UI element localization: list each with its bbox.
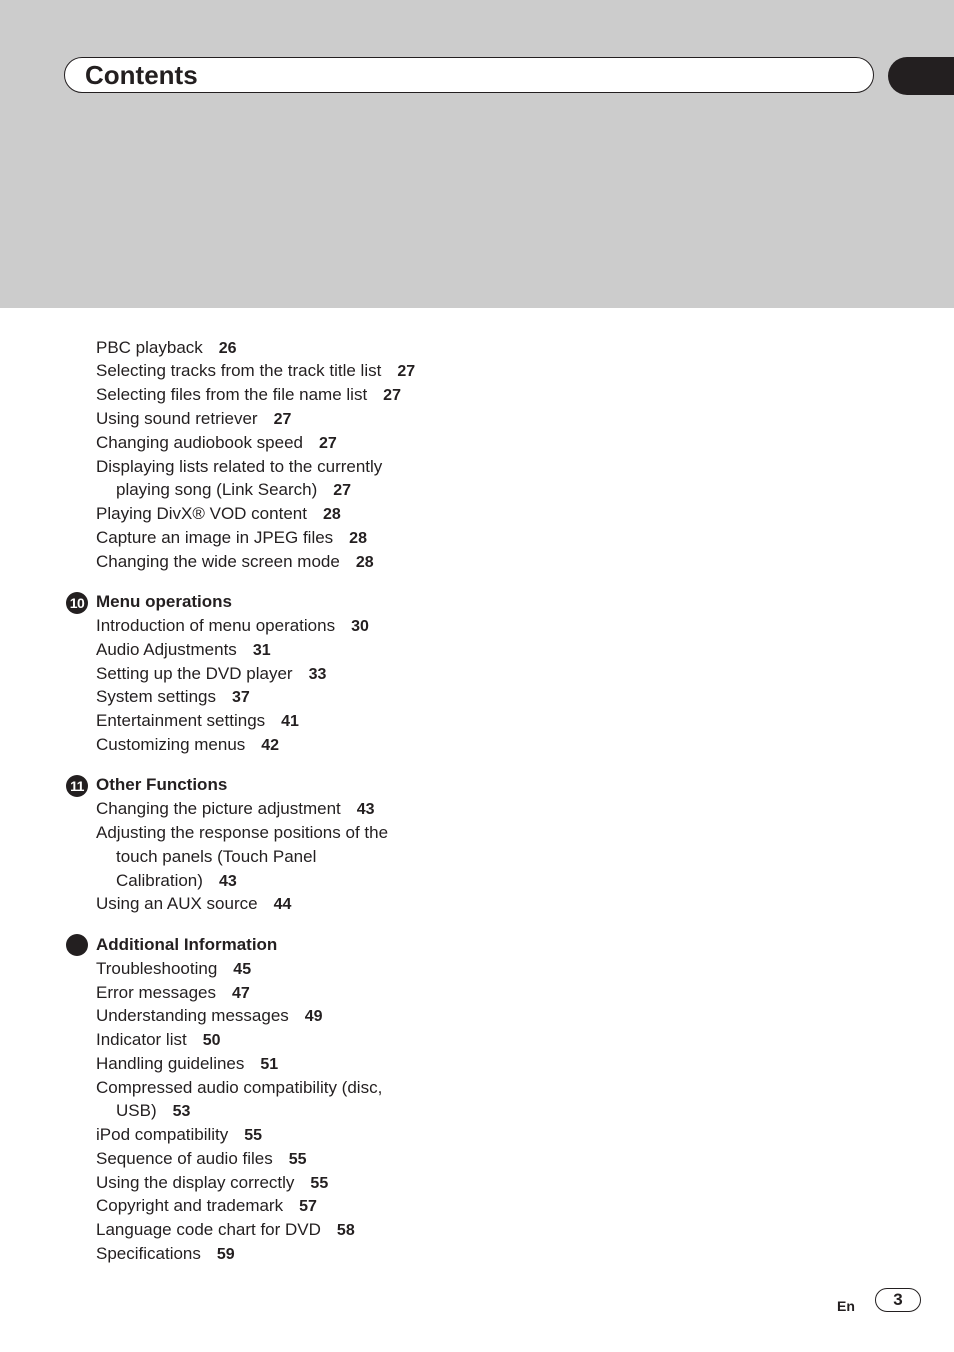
toc-entry-title: Using the display correctly	[96, 1173, 295, 1192]
toc-entry-page: 47	[231, 985, 250, 1002]
toc-entry-title: PBC playback	[96, 338, 203, 357]
toc-entry-title: Changing the picture adjustment	[96, 799, 341, 818]
toc-entry[interactable]	[96, 1148, 307, 1171]
toc-entry[interactable]	[96, 551, 374, 574]
toc-entry-page: 58	[336, 1222, 355, 1239]
toc-entry-title: Playing DivX® VOD content	[96, 504, 307, 523]
toc-entry-page: 55	[244, 1127, 263, 1144]
toc-entry-title: Setting up the DVD player	[96, 664, 293, 683]
toc-entry[interactable]	[96, 360, 415, 383]
toc-entry-page: 31	[252, 642, 271, 659]
toc-entry[interactable]	[96, 432, 337, 455]
toc-entry[interactable]	[96, 1124, 262, 1147]
toc-entry[interactable]	[116, 479, 351, 502]
toc-entry-page: 43	[218, 873, 237, 890]
toc-entry-page: 53	[172, 1103, 191, 1120]
toc-entry-title: USB)	[116, 1101, 157, 1120]
toc-entry-page: 41	[281, 713, 299, 730]
toc-entry[interactable]	[96, 337, 237, 360]
toc-entry-title: Calibration)	[116, 871, 203, 890]
toc-entry-title: Error messages	[96, 983, 216, 1002]
toc-entry-page: 33	[308, 666, 327, 683]
toc-entry[interactable]	[96, 1005, 323, 1028]
toc-entry[interactable]	[96, 958, 251, 981]
toc-entry[interactable]	[96, 686, 250, 709]
toc-entry[interactable]	[96, 663, 326, 686]
toc-entry-page: 28	[322, 506, 341, 523]
toc-entry-page: 26	[218, 340, 237, 357]
section-number-badge: 10	[66, 592, 88, 614]
toc-entry-title: Capture an image in JPEG files	[96, 528, 334, 547]
toc-entry-page: 55	[310, 1175, 329, 1192]
page-title: Contents	[85, 60, 198, 90]
toc-entry-page: 59	[216, 1246, 235, 1263]
toc-entry[interactable]	[96, 822, 388, 844]
toc-entry-title: Displaying lists related to the currently	[96, 457, 383, 476]
toc-entry-title: Entertainment settings	[96, 711, 266, 730]
toc-entry-page: 42	[261, 737, 280, 754]
toc-entry[interactable]	[96, 710, 299, 733]
toc-entry-title: Handling guidelines	[96, 1054, 245, 1073]
toc-entry-title: iPod compatibility	[96, 1125, 229, 1144]
toc-entry-page: 44	[273, 896, 292, 913]
toc-entry-title: Indicator list	[96, 1030, 187, 1049]
toc-entry-title: touch panels (Touch Panel	[116, 847, 317, 866]
toc-entry-title: Customizing menus	[96, 735, 246, 754]
toc-entry-page: 28	[355, 554, 374, 571]
toc-entry-page: 45	[233, 961, 252, 978]
toc-entry-title: Adjusting the response positions of the	[96, 823, 389, 842]
toc-entry[interactable]	[96, 615, 369, 638]
toc-entry-page: 27	[319, 435, 337, 452]
toc-entry-page: 28	[349, 530, 367, 547]
toc-entry[interactable]	[96, 1029, 221, 1052]
toc-entry[interactable]	[96, 456, 382, 478]
toc-entry-title: Selecting files from the file name list	[96, 385, 368, 404]
toc-entry-title: Compressed audio compatibility (disc,	[96, 1078, 383, 1097]
toc-entry-title: Troubleshooting	[96, 959, 218, 978]
toc-entry[interactable]	[96, 527, 367, 550]
toc-entry-title: Changing audiobook speed	[96, 433, 304, 452]
toc-entry[interactable]	[96, 408, 291, 431]
toc-entry[interactable]	[96, 734, 279, 757]
toc-entry[interactable]	[96, 384, 401, 407]
page-number: 3	[875, 1288, 921, 1312]
toc-entry[interactable]	[96, 1053, 278, 1076]
section-bullet-icon	[66, 934, 88, 956]
toc-entry[interactable]	[96, 503, 341, 526]
toc-entry[interactable]	[96, 1243, 235, 1266]
toc-entry[interactable]	[96, 639, 271, 662]
toc-entry-title: playing song (Link Search)	[116, 480, 318, 499]
section-number-badge: 11	[66, 775, 88, 797]
toc-entry[interactable]	[96, 798, 375, 821]
toc-entry-title: Audio Adjustments	[96, 640, 237, 659]
toc-entry-page: 43	[356, 801, 375, 818]
language-label: En	[837, 1298, 855, 1314]
toc-entry-title: Changing the wide screen mode	[96, 552, 340, 571]
section-heading[interactable]: Menu operations	[96, 592, 233, 611]
title-box	[64, 57, 874, 93]
section-heading[interactable]: Additional Information	[96, 935, 278, 954]
toc-entry-page: 55	[288, 1151, 307, 1168]
toc-entry-page: 37	[232, 689, 250, 706]
toc-entry-page: 50	[202, 1032, 221, 1049]
toc-entry[interactable]	[116, 1100, 190, 1123]
toc-entry[interactable]	[116, 846, 316, 868]
toc-entry[interactable]	[96, 1195, 317, 1218]
chapter-tab	[888, 57, 954, 95]
toc-entry[interactable]	[96, 893, 291, 916]
toc-entry[interactable]	[96, 982, 250, 1005]
toc-entry-page: 57	[299, 1198, 317, 1215]
toc-entry-title: Using sound retriever	[96, 409, 258, 428]
toc-entry-title: Copyright and trademark	[96, 1196, 284, 1215]
toc-entry-page: 30	[351, 618, 369, 635]
toc-entry-title: System settings	[96, 687, 216, 706]
toc-entry-title: Using an AUX source	[96, 894, 258, 913]
toc-entry-title: Understanding messages	[96, 1006, 289, 1025]
toc-entry-page: 27	[397, 363, 416, 380]
toc-entry-title: Specifications	[96, 1244, 201, 1263]
toc-entry[interactable]	[116, 870, 237, 893]
toc-entry-page: 51	[260, 1056, 279, 1073]
toc-entry-page: 27	[383, 387, 401, 404]
header-band	[0, 0, 954, 308]
toc-entry-page: 27	[333, 482, 352, 499]
toc-entry-title: Introduction of menu operations	[96, 616, 336, 635]
section-heading[interactable]: Other Functions	[96, 775, 228, 794]
toc-entry-page: 27	[273, 411, 292, 428]
toc-entry[interactable]	[96, 1219, 355, 1242]
toc-entry[interactable]	[96, 1172, 328, 1195]
toc-entry-title: Sequence of audio files	[96, 1149, 273, 1168]
toc-entry-title: Selecting tracks from the track title list	[96, 361, 382, 380]
toc-entry-title: Language code chart for DVD	[96, 1220, 321, 1239]
toc-entry[interactable]	[96, 1077, 382, 1099]
toc-entry-page: 49	[304, 1008, 323, 1025]
